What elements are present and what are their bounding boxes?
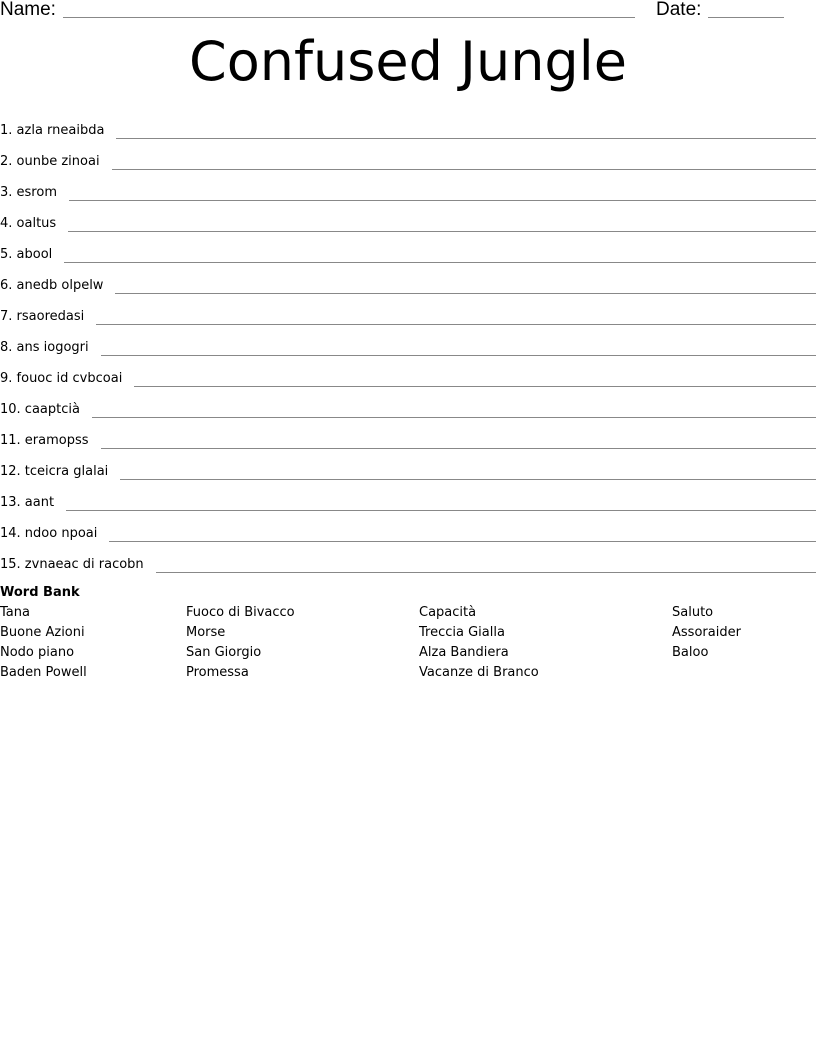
word-bank-item: Promessa [186, 665, 249, 680]
question-list [0, 110, 816, 575]
question-row [0, 451, 816, 482]
date-field[interactable] [708, 17, 784, 18]
question-row [0, 234, 816, 265]
question-row [0, 420, 816, 451]
answer-line[interactable] [92, 417, 816, 418]
word-bank-item: San Giorgio [186, 645, 262, 660]
question-row [0, 544, 816, 575]
question-label: 15. zvnaeac di racobn [0, 557, 144, 572]
question-label: 14. ndoo npoai [0, 526, 98, 541]
question-row [0, 389, 816, 420]
question-row [0, 296, 816, 327]
word-bank-item: Treccia Gialla [419, 625, 505, 640]
question-label: 7. rsaoredasi [0, 309, 85, 324]
question-label: 6. anedb olpelw [0, 278, 104, 293]
question-label: 4. oaltus [0, 216, 57, 231]
word-bank-item: Nodo piano [0, 645, 75, 660]
answer-line[interactable] [101, 355, 816, 356]
word-bank-item: Tana [0, 605, 30, 620]
question-label: 1. azla rneaibda [0, 123, 105, 138]
answer-line[interactable] [101, 448, 816, 449]
question-row [0, 110, 816, 141]
word-bank-item: Capacità [419, 605, 477, 620]
question-row [0, 482, 816, 513]
question-label: 3. esrom [0, 185, 57, 200]
answer-line[interactable] [64, 262, 816, 263]
answer-line[interactable] [109, 541, 816, 542]
answer-line[interactable] [69, 200, 816, 201]
question-label: 11. eramopss [0, 433, 89, 448]
answer-line[interactable] [156, 572, 816, 573]
answer-line[interactable] [115, 293, 816, 294]
word-bank-item: Fuoco di Bivacco [186, 605, 295, 620]
question-row [0, 327, 816, 358]
name-field[interactable] [63, 17, 635, 18]
answer-line[interactable] [120, 479, 816, 480]
word-bank-item: Baden Powell [0, 665, 87, 680]
question-label: 12. tceicra glalai [0, 464, 109, 479]
word-bank-column [0, 603, 87, 683]
answer-line[interactable] [68, 231, 816, 232]
question-row [0, 265, 816, 296]
word-bank-item: Baloo [672, 645, 709, 660]
word-bank-item: Vacanze di Branco [419, 665, 539, 680]
word-bank-item: Assoraider [672, 625, 741, 640]
name-label: Name: [0, 0, 56, 20]
header-row [0, 0, 816, 26]
word-bank-item: Saluto [672, 605, 714, 620]
date-label: Date: [656, 0, 702, 20]
word-bank-column [672, 603, 741, 663]
question-label: 2. ounbe zinoai [0, 154, 100, 169]
word-bank-title: Word Bank [0, 585, 80, 600]
word-bank [0, 583, 816, 680]
word-bank-item: Alza Bandiera [419, 645, 509, 660]
answer-line[interactable] [134, 386, 816, 387]
question-label: 8. ans iogogri [0, 340, 89, 355]
word-bank-item: Buone Azioni [0, 625, 85, 640]
question-label: 9. fouoc id cvbcoai [0, 371, 123, 386]
answer-line[interactable] [112, 169, 816, 170]
question-row [0, 172, 816, 203]
question-label: 10. caaptcià [0, 402, 80, 417]
question-row [0, 141, 816, 172]
answer-line[interactable] [96, 324, 816, 325]
question-row [0, 203, 816, 234]
word-bank-column [419, 603, 539, 683]
question-label: 13. aant [0, 495, 55, 510]
question-label: 5. abool [0, 247, 53, 262]
question-row [0, 358, 816, 389]
question-row [0, 513, 816, 544]
word-bank-item: Morse [186, 625, 226, 640]
answer-line[interactable] [116, 138, 816, 139]
answer-line[interactable] [66, 510, 816, 511]
page-title: Confused Jungle [189, 30, 627, 93]
word-bank-column [186, 603, 295, 683]
